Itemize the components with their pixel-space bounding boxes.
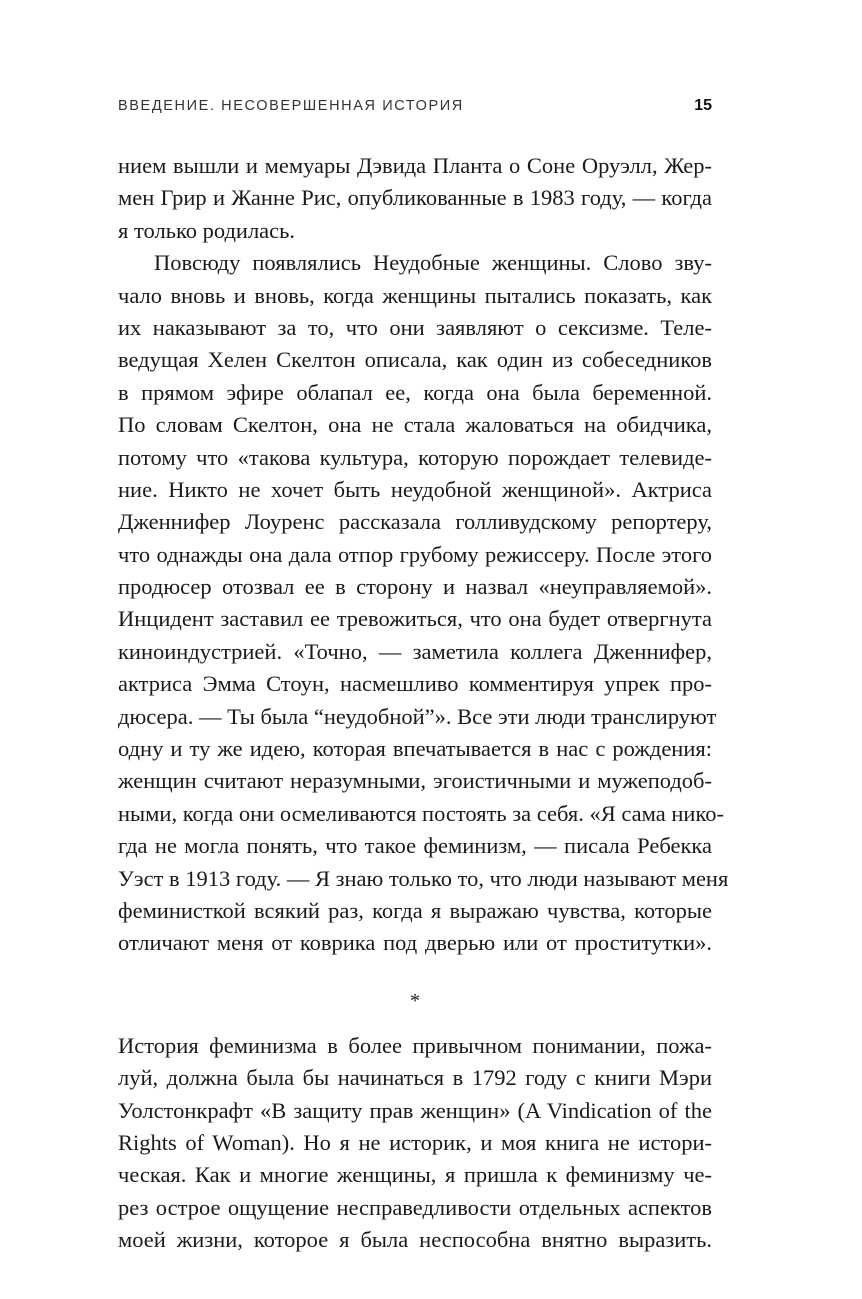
text-line: История феминизма в более привычном понимании, пожа- [118, 1032, 712, 1058]
text-line: чало вновь и вновь, когда женщины пытались показать, как [118, 282, 712, 308]
running-head [118, 98, 712, 120]
text-line: моей жизни, которое я была неспособна внятно выразить. [118, 1227, 712, 1253]
body-text [118, 150, 729, 1257]
text-line: Уолстонкрафт «В защиту прав женщин» (A Vindication of the [118, 1097, 712, 1123]
text-line: гда не могла понять, что такое феминизм, — писала Ребекка [118, 833, 712, 859]
text-line: в прямом эфире облапал ее, когда она была беременной. [118, 379, 712, 405]
paragraph-3 [118, 1030, 712, 1257]
text-line: Повсюду появлялись Неудобные женщины. Слово зву- [154, 250, 712, 276]
running-title: ВВЕДЕНИЕ. НЕСОВЕРШЕННАЯ ИСТОРИЯ [118, 98, 464, 114]
page-number: 15 [694, 97, 712, 114]
text-line: нием вышли и мемуары Дэвида Планта о Соне Оруэлл, Жер- [118, 153, 712, 178]
text-line: дюсера. — Ты была “неудобной”». Все эти люди транслируют [118, 703, 717, 729]
text-line: женщин считают неразумными, эгоистичными и мужеподоб- [118, 768, 712, 794]
text-line: киноиндустрией. «Точно, — заметила коллега Дженнифер, [118, 638, 712, 664]
section-separator: * [410, 989, 420, 1012]
text-line: ние. Никто не хочет быть неудобной женщиной». Актриса [118, 476, 712, 502]
text-line: Rights of Woman). Но я не историк, и моя книга не истори- [118, 1129, 712, 1155]
text-line: ческая. Как и многие женщины, я пришла к феминизму че- [118, 1162, 712, 1188]
text-line: отличают меня от коврика под дверью или от проститутки». [118, 930, 712, 956]
text-line: ными, когда они осмеливаются постоять за себя. «Я сама нико- [118, 800, 724, 826]
text-line: что однажды она дала отпор грубому режиссеру. После этого [118, 541, 712, 567]
text-line: Уэст в 1913 году. — Я знаю только то, что люди называют меня [118, 865, 729, 891]
text-line: я только родилась. [118, 217, 296, 243]
text-line: луй, должна была бы начинаться в 1792 году с книги Мэри [118, 1065, 712, 1091]
text-line: Инцидент заставил ее тревожиться, что она будет отвергнута [118, 606, 712, 632]
text-line: Дженнифер Лоуренс рассказала голливудскому репортеру, [118, 509, 712, 535]
text-line: их наказывают за то, что они заявляют о сексизме. Теле- [118, 314, 712, 340]
text-line: актриса Эмма Стоун, насмешливо комментируя упрек про- [118, 671, 712, 697]
text-line: рез острое ощущение несправедливости отдельных аспектов [118, 1194, 712, 1220]
text-line: По словам Скелтон, она не стала жаловаться на обидчика, [118, 412, 712, 438]
text-line: одну и ту же идею, которая впечатывается в нас с рождения: [118, 736, 712, 762]
text-line: мен Грир и Жанне Рис, опубликованные в 1983 году, — когда [118, 185, 712, 211]
text-line: продюсер отозвал ее в сторону и назвал «неуправляемой». [118, 574, 712, 600]
text-line: ведущая Хелен Скелтон описала, как один из собеседников [118, 347, 712, 373]
paragraph-2 [118, 247, 729, 960]
text-line: потому что «такова культура, которую порождает телевиде- [118, 444, 712, 470]
text-line: феминисткой всякий раз, когда я выражаю чувства, которые [118, 897, 712, 923]
paragraph-1 [118, 150, 712, 247]
